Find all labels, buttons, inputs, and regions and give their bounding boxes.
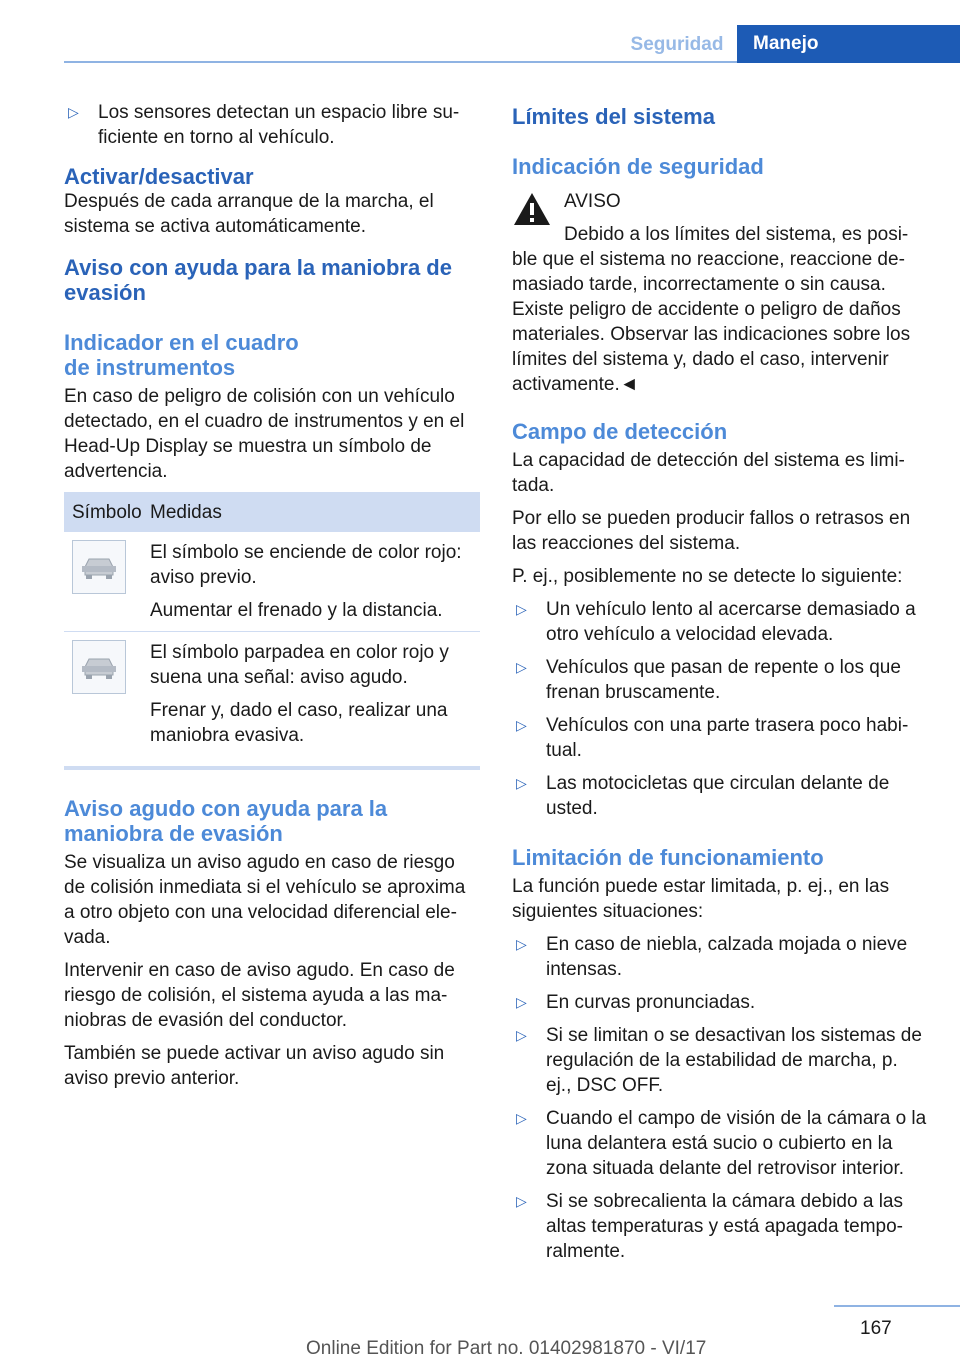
table-header-medidas: Medidas xyxy=(142,492,480,532)
paragraph-indicador: En caso de peligro de colisión con un vehículo detectado, en el cuadro de instrumentos y en el Head-Up Display se muestra un símbolo de advertencia. xyxy=(64,386,465,482)
list-item xyxy=(512,1189,928,1264)
table-row xyxy=(64,532,480,632)
left-column xyxy=(64,100,480,1099)
bullet-triangle-icon: ▷ xyxy=(516,994,527,1010)
footer-rule xyxy=(834,1305,960,1307)
list-item xyxy=(512,655,928,705)
paragraph-limitacion: La función puede estar limitada, p. ej., en las siguientes situaciones: xyxy=(512,876,890,922)
bullet-triangle-icon: ▷ xyxy=(516,1027,527,1043)
heading-indicador xyxy=(64,330,480,380)
footer-edition: Online Edition for Part no. 01402981870 - VI/17 xyxy=(306,1338,707,1359)
car-warning-icon xyxy=(72,540,126,594)
bullet-triangle-icon: ▷ xyxy=(516,1110,527,1126)
car-warning-icon xyxy=(72,640,126,694)
bullet-triangle-icon: ▷ xyxy=(516,936,527,952)
heading-aviso-agudo xyxy=(64,796,480,846)
table-cell-text: Frenar y, dado el caso, realizar una maniobra evasiva. xyxy=(150,700,448,746)
paragraph-agudo-3: También se puede activar un aviso agudo sin aviso previo anterior. xyxy=(64,1043,445,1089)
warning-title: AVISO xyxy=(564,191,621,212)
heading-line: maniobra de evasión xyxy=(64,821,283,846)
list-item xyxy=(512,990,928,1015)
bullet-triangle-icon: ▷ xyxy=(516,659,527,675)
bullet-triangle-icon: ▷ xyxy=(516,601,527,617)
list-item-text: En caso de niebla, calzada mojada o nieve intensas. xyxy=(546,934,908,980)
list-item xyxy=(64,100,480,150)
paragraph-campo-2: Por ello se pueden producir fallos o retrasos en las reacciones del sistema. xyxy=(512,508,911,554)
paragraph-activar: Después de cada arranque de la marcha, el sistema se activa automáticamente. xyxy=(64,191,434,237)
list-item xyxy=(512,771,928,821)
table-cell-text: El símbolo parpadea en color rojo y suena una señal: aviso agudo. xyxy=(150,642,449,688)
bullet-triangle-icon: ▷ xyxy=(516,717,527,733)
right-column xyxy=(512,100,928,1272)
list-item-text: Vehículos con una parte trasera poco habi‐tual. xyxy=(546,715,909,761)
tab-manejo[interactable]: Manejo xyxy=(737,25,960,63)
list-item xyxy=(512,713,928,763)
symbol-table xyxy=(64,492,480,770)
table-header-row xyxy=(64,492,480,532)
table-cell-text: El símbolo se enciende de color rojo: aviso previo. xyxy=(150,542,462,588)
page-number: 167 xyxy=(860,1318,892,1339)
warning-block xyxy=(512,189,928,214)
heading-limites: Límites del sistema xyxy=(512,104,715,129)
list-item-text: Vehículos que pasan de repente o los que frenan bruscamente. xyxy=(546,657,901,703)
heading-line: de instrumentos xyxy=(64,355,236,380)
list-item xyxy=(512,597,928,647)
bullet-triangle-icon: ▷ xyxy=(68,104,79,120)
list-item xyxy=(512,932,928,982)
heading-line: Aviso agudo con ayuda para la xyxy=(64,796,388,821)
list-item-text: Las motocicletas que circulan delante de usted. xyxy=(546,773,890,819)
table-header-simbolo: Símbolo xyxy=(64,492,142,532)
paragraph-campo-1: La capacidad de detección del sistema es limi‐tada. xyxy=(512,450,905,496)
tab-seguridad[interactable]: Seguridad xyxy=(630,34,724,55)
list-item-text: Si se limitan o se desactivan los sistemas de regulación de la estabilidad de marcha, p. ej., DSC OFF. xyxy=(546,1025,922,1096)
list-item-text: En curvas pronunciadas. xyxy=(546,992,756,1013)
list-item-text: Un vehículo lento al acercarse demasiado a otro vehículo a velocidad elevada. xyxy=(546,599,916,645)
heading-limitacion: Limitación de funcionamiento xyxy=(512,845,824,870)
heading-indicacion: Indicación de seguridad xyxy=(512,154,764,179)
heading-line: Indicador en el cuadro xyxy=(64,330,299,355)
list-item-text: Cuando el campo de visión de la cámara o la luna delantera está sucio o cubierto en la zona situada delante del retrovisor interior. xyxy=(546,1108,927,1179)
heading-activar: Activar/desactivar xyxy=(64,164,254,189)
list-item xyxy=(512,1106,928,1181)
heading-campo: Campo de detección xyxy=(512,419,728,444)
paragraph-agudo-1: Se visualiza un aviso agudo en caso de riesgo de colisión inmediata si el vehículo se aproxima a otro objeto con una velocidad diferencial ele‐vada. xyxy=(64,852,466,948)
warning-triangle-icon xyxy=(512,191,552,227)
warning-text: Debido a los límites del sistema, es posi‐ble que el sistema no reaccione, reaccione de‐masiado tarde, incorrectamente o sin causa. Existe peligro de accidente o peligro de daños materiales. Observar las indicaciones sobre los límites del sistema y, dado el caso, intervenir activamente.◄ xyxy=(512,224,911,395)
paragraph-agudo-2: Intervenir en caso de aviso agudo. En caso de riesgo de colisión, el sistema ayuda a las ma‐niobras de evasión del conductor. xyxy=(64,960,455,1031)
heading-line: evasión xyxy=(64,280,146,305)
heading-aviso-maniobra xyxy=(64,255,480,305)
list-item xyxy=(512,1023,928,1098)
bullet-triangle-icon: ▷ xyxy=(516,1193,527,1209)
bullet-triangle-icon: ▷ xyxy=(516,775,527,791)
heading-line: Aviso con ayuda para la maniobra de xyxy=(64,255,452,280)
list-item-text: Los sensores detectan un espacio libre su‐ficiente en torno al vehículo. xyxy=(98,102,460,148)
table-cell-text: Aumentar el frenado y la distancia. xyxy=(150,600,443,621)
paragraph-campo-3: P. ej., posiblemente no se detecte lo siguiente: xyxy=(512,566,903,587)
table-row xyxy=(64,632,480,769)
list-item-text: Si se sobrecalienta la cámara debido a las altas temperaturas y está apagada tempo‐ralmente. xyxy=(546,1191,903,1262)
